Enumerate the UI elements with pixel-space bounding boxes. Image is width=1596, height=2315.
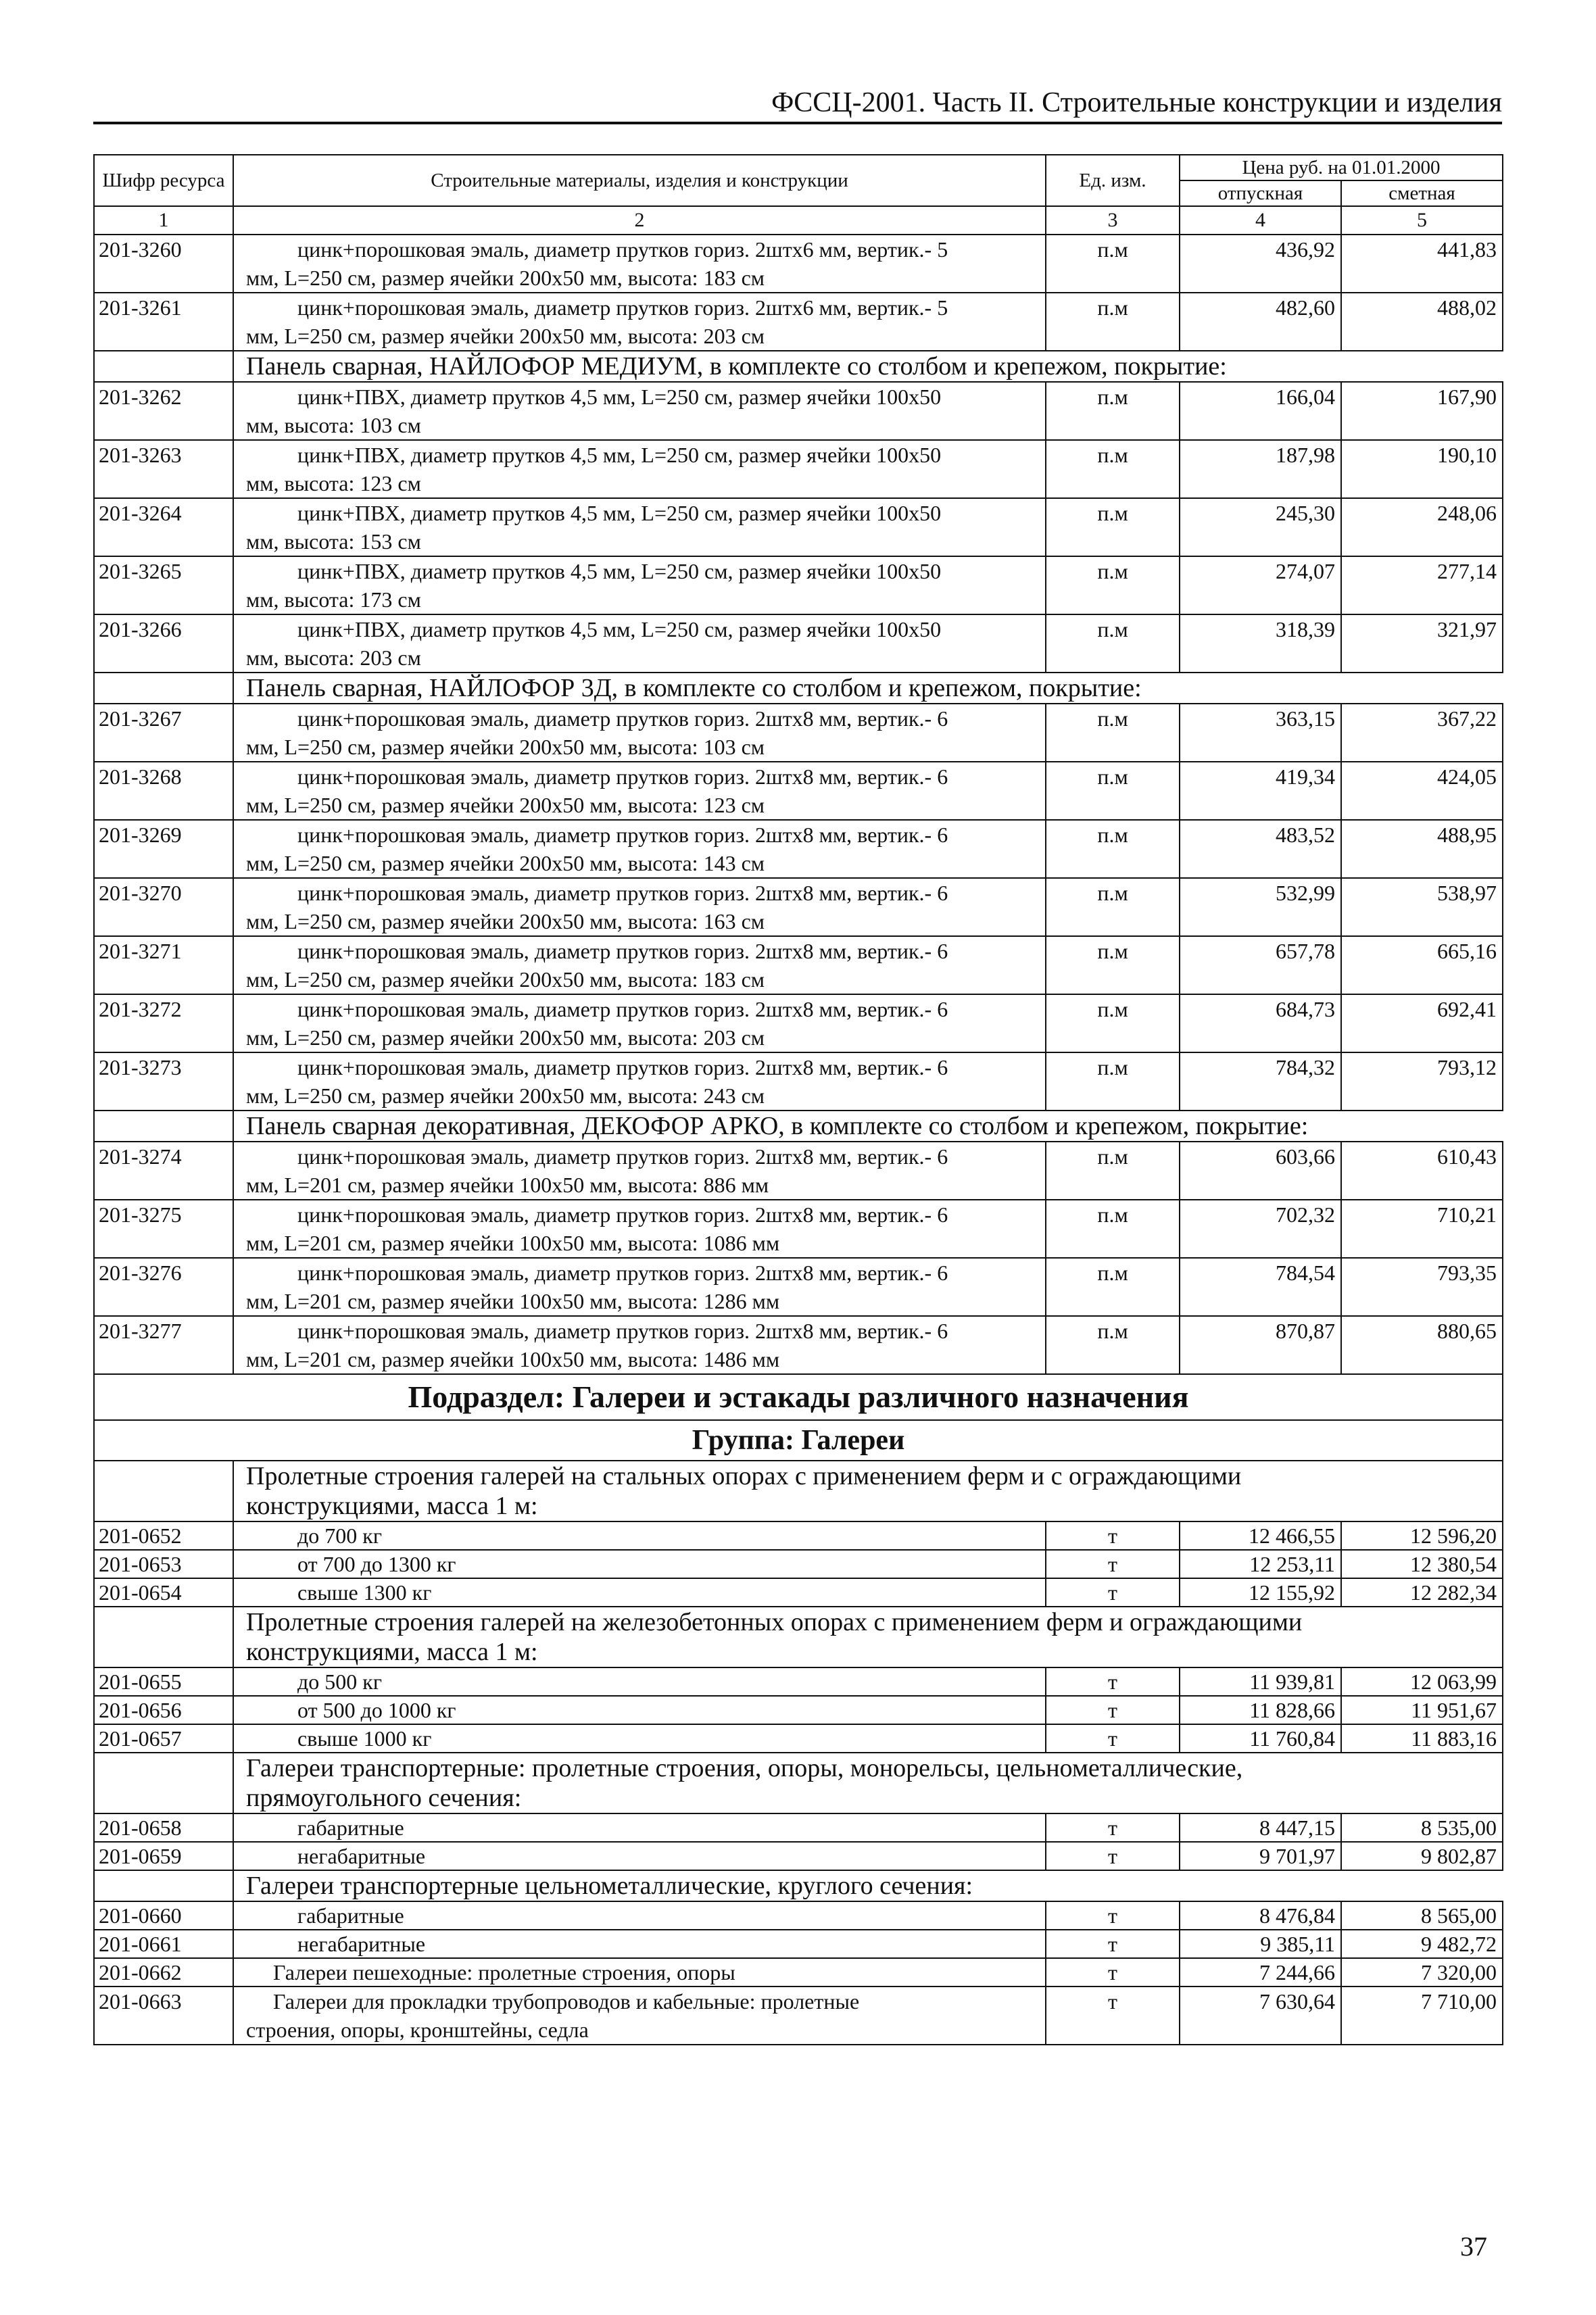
release-price: 8 476,84: [1180, 1901, 1341, 1930]
heading-code-cell: [94, 351, 233, 382]
item-description: [233, 820, 1046, 878]
table-row: [94, 1870, 1503, 1901]
heading-line-2: конструкциями, масса 1 м:: [246, 1638, 538, 1666]
table-row: [94, 1550, 1503, 1578]
table-row: [94, 614, 1503, 673]
estimate-price: 12 596,20: [1341, 1521, 1503, 1550]
unit-of-measure: т: [1046, 1724, 1180, 1753]
table-row: [94, 1420, 1503, 1461]
release-price: 7 244,66: [1180, 1958, 1341, 1987]
resource-code: 201-3271: [94, 936, 233, 994]
item-description: [233, 762, 1046, 820]
release-price: 483,52: [1180, 820, 1341, 878]
price-table: [93, 154, 1503, 2045]
table-row: [94, 1111, 1503, 1142]
release-price: 702,32: [1180, 1200, 1341, 1258]
col-header-code: Шифр ресурса: [94, 155, 233, 206]
unit-of-measure: п.м: [1046, 614, 1180, 673]
description-line-1: цинк+порошковая эмаль, диаметр прутков гориз. 2штх8 мм, вертик.- 6: [297, 1319, 948, 1343]
release-price: 532,99: [1180, 878, 1341, 936]
table-row: [94, 556, 1503, 614]
item-description: [233, 1316, 1046, 1374]
resource-code: 201-3276: [94, 1258, 233, 1316]
table-row: [94, 762, 1503, 820]
table-row: [94, 1200, 1503, 1258]
resource-code: 201-3264: [94, 498, 233, 556]
description-line-2: мм, высота: 123 см: [246, 471, 421, 495]
estimate-price: 710,21: [1341, 1200, 1503, 1258]
table-body: [94, 235, 1503, 2045]
description-line-2: мм, L=250 см, размер ячейки 200х50 мм, высота: 183 см: [246, 967, 765, 992]
item-description: негабаритные: [233, 1842, 1046, 1870]
table-row: [94, 1724, 1503, 1753]
unit-of-measure: п.м: [1046, 498, 1180, 556]
resource-code: 201-0652: [94, 1521, 233, 1550]
col-number-3: 3: [1046, 206, 1180, 235]
description-line-1: цинк+порошковая эмаль, диаметр прутков гориз. 2штх8 мм, вертик.- 6: [297, 823, 948, 847]
table-row: [94, 1930, 1503, 1958]
subsection-title: Подраздел: Галереи и эстакады различного назначения: [94, 1374, 1503, 1420]
unit-of-measure: п.м: [1046, 1142, 1180, 1200]
release-price: 11 828,66: [1180, 1696, 1341, 1724]
estimate-price: 8 565,00: [1341, 1901, 1503, 1930]
unit-of-measure: т: [1046, 1930, 1180, 1958]
heading-code-cell: [94, 673, 233, 704]
item-description: от 500 до 1000 кг: [233, 1696, 1046, 1724]
unit-of-measure: т: [1046, 1813, 1180, 1842]
release-price: 363,15: [1180, 704, 1341, 762]
item-description: свыше 1300 кг: [233, 1578, 1046, 1607]
table-row: [94, 235, 1503, 293]
description-line-2: мм, L=201 см, размер ячейки 100х50 мм, высота: 1286 мм: [246, 1289, 780, 1313]
heading-line-2: конструкциями, масса 1 м:: [246, 1492, 538, 1520]
estimate-price: 9 802,87: [1341, 1842, 1503, 1870]
release-price: 9 701,97: [1180, 1842, 1341, 1870]
estimate-price: 424,05: [1341, 762, 1503, 820]
item-description: [233, 382, 1046, 440]
table-row: [94, 1374, 1503, 1420]
item-description: [233, 440, 1046, 498]
release-price: 870,87: [1180, 1316, 1341, 1374]
resource-code: 201-3263: [94, 440, 233, 498]
table-row: [94, 351, 1503, 382]
table-row: [94, 1901, 1503, 1930]
resource-code: 201-0662: [94, 1958, 233, 1987]
release-price: 436,92: [1180, 235, 1341, 293]
item-description: [233, 1142, 1046, 1200]
estimate-price: 488,02: [1341, 293, 1503, 351]
estimate-price: 8 535,00: [1341, 1813, 1503, 1842]
estimate-price: 9 482,72: [1341, 1930, 1503, 1958]
col-number-1: 1: [94, 206, 233, 235]
description-line-1: цинк+ПВХ, диаметр прутков 4,5 мм, L=250 см, размер ячейки 100х50: [297, 559, 942, 583]
estimate-price: 793,35: [1341, 1258, 1503, 1316]
unit-of-measure: п.м: [1046, 704, 1180, 762]
estimate-price: 610,43: [1341, 1142, 1503, 1200]
description-line-1: цинк+порошковая эмаль, диаметр прутков гориз. 2штх8 мм, вертик.- 6: [297, 881, 948, 905]
description-line-1: цинк+ПВХ, диаметр прутков 4,5 мм, L=250 см, размер ячейки 100х50: [297, 501, 942, 525]
unit-of-measure: п.м: [1046, 382, 1180, 440]
estimate-price: 11 883,16: [1341, 1724, 1503, 1753]
item-description: [233, 704, 1046, 762]
release-price: 318,39: [1180, 614, 1341, 673]
heading-code-cell: [94, 1461, 233, 1521]
item-description: [233, 235, 1046, 293]
description-line-2: мм, L=201 см, размер ячейки 100х50 мм, высота: 1486 мм: [246, 1347, 780, 1371]
release-price: 12 253,11: [1180, 1550, 1341, 1578]
table-row: [94, 498, 1503, 556]
table-row: [94, 1987, 1503, 2045]
item-description: до 700 кг: [233, 1521, 1046, 1550]
description-line-2: мм, L=250 см, размер ячейки 200х50 мм, высота: 203 см: [246, 324, 765, 348]
table-row: [94, 1052, 1503, 1111]
item-description: [233, 1987, 1046, 2045]
estimate-price: 12 063,99: [1341, 1667, 1503, 1696]
estimate-price: 488,95: [1341, 820, 1503, 878]
estimate-price: 248,06: [1341, 498, 1503, 556]
estimate-price: 538,97: [1341, 878, 1503, 936]
description-line-2: мм, L=250 см, размер ячейки 200х50 мм, высота: 203 см: [246, 1025, 765, 1050]
group-heading: [233, 1461, 1503, 1521]
description-line-2: мм, L=250 см, размер ячейки 200х50 мм, высота: 123 см: [246, 793, 765, 817]
table-row: [94, 1521, 1503, 1550]
estimate-price: 190,10: [1341, 440, 1503, 498]
group-title: Группа: Галереи: [94, 1420, 1503, 1461]
unit-of-measure: п.м: [1046, 878, 1180, 936]
description-line-2: мм, L=250 см, размер ячейки 200х50 мм, высота: 163 см: [246, 909, 765, 933]
estimate-price: 441,83: [1341, 235, 1503, 293]
resource-code: 201-0657: [94, 1724, 233, 1753]
description-line-2: мм, высота: 173 см: [246, 587, 421, 612]
description-line-1: цинк+порошковая эмаль, диаметр прутков гориз. 2штх6 мм, вертик.- 5: [297, 237, 948, 262]
table-row: [94, 1142, 1503, 1200]
release-price: 8 447,15: [1180, 1813, 1341, 1842]
unit-of-measure: п.м: [1046, 1258, 1180, 1316]
description-line-2: мм, L=201 см, размер ячейки 100х50 мм, высота: 1086 мм: [246, 1231, 780, 1255]
unit-of-measure: п.м: [1046, 1316, 1180, 1374]
item-description: Галереи пешеходные: пролетные строения, опоры: [233, 1958, 1046, 1987]
group-heading: Панель сварная декоративная, ДЕКОФОР АРКО, в комплекте со столбом и крепежом, покрытие:: [233, 1111, 1503, 1142]
resource-code: 201-3265: [94, 556, 233, 614]
description-line-1: цинк+порошковая эмаль, диаметр прутков гориз. 2штх8 мм, вертик.- 6: [297, 1144, 948, 1169]
item-description: [233, 614, 1046, 673]
resource-code: 201-0658: [94, 1813, 233, 1842]
item-description: [233, 1258, 1046, 1316]
description-line-2: мм, L=250 см, размер ячейки 200х50 мм, высота: 183 см: [246, 266, 765, 290]
item-description: [233, 878, 1046, 936]
heading-code-cell: [94, 1607, 233, 1667]
resource-code: 201-3266: [94, 614, 233, 673]
description-line-1: цинк+ПВХ, диаметр прутков 4,5 мм, L=250 см, размер ячейки 100х50: [297, 443, 942, 467]
description-line-2: мм, высота: 103 см: [246, 413, 421, 437]
estimate-price: 277,14: [1341, 556, 1503, 614]
unit-of-measure: п.м: [1046, 293, 1180, 351]
description-line-1: цинк+порошковая эмаль, диаметр прутков гориз. 2штх8 мм, вертик.- 6: [297, 706, 948, 731]
table-row: [94, 440, 1503, 498]
description-line-1: цинк+порошковая эмаль, диаметр прутков гориз. 2штх8 мм, вертик.- 6: [297, 939, 948, 963]
description-line-1: цинк+ПВХ, диаметр прутков 4,5 мм, L=250 см, размер ячейки 100х50: [297, 385, 942, 409]
release-price: 684,73: [1180, 994, 1341, 1052]
page-number: 37: [1460, 2231, 1487, 2262]
unit-of-measure: п.м: [1046, 936, 1180, 994]
resource-code: 201-3268: [94, 762, 233, 820]
table-row: [94, 1258, 1503, 1316]
table-row: [94, 994, 1503, 1052]
unit-of-measure: т: [1046, 1842, 1180, 1870]
release-price: 11 760,84: [1180, 1724, 1341, 1753]
table-row: [94, 1667, 1503, 1696]
description-line-2: мм, L=250 см, размер ячейки 200х50 мм, высота: 143 см: [246, 851, 765, 875]
estimate-price: 11 951,67: [1341, 1696, 1503, 1724]
resource-code: 201-3275: [94, 1200, 233, 1258]
table-row: [94, 1461, 1503, 1521]
description-line-1: цинк+порошковая эмаль, диаметр прутков гориз. 2штх8 мм, вертик.- 6: [297, 1055, 948, 1079]
table-row: [94, 1607, 1503, 1667]
estimate-price: 665,16: [1341, 936, 1503, 994]
heading-code-cell: [94, 1111, 233, 1142]
table-row: [94, 293, 1503, 351]
resource-code: 201-3273: [94, 1052, 233, 1111]
unit-of-measure: п.м: [1046, 235, 1180, 293]
table-row: [94, 1958, 1503, 1987]
col-header-unit: Ед. изм.: [1046, 155, 1180, 206]
heading-line-2: прямоугольного сечения:: [246, 1784, 522, 1812]
release-price: 245,30: [1180, 498, 1341, 556]
resource-code: 201-3260: [94, 235, 233, 293]
description-line-1: цинк+порошковая эмаль, диаметр прутков гориз. 2штх8 мм, вертик.- 6: [297, 1202, 948, 1227]
resource-code: 201-0656: [94, 1696, 233, 1724]
resource-code: 201-0653: [94, 1550, 233, 1578]
description-line-1: цинк+порошковая эмаль, диаметр прутков гориз. 2штх8 мм, вертик.- 6: [297, 764, 948, 789]
col-number-4: 4: [1180, 206, 1341, 235]
table-row: [94, 1578, 1503, 1607]
group-heading: [233, 1753, 1503, 1813]
resource-code: 201-0654: [94, 1578, 233, 1607]
unit-of-measure: т: [1046, 1901, 1180, 1930]
resource-code: 201-3270: [94, 878, 233, 936]
unit-of-measure: т: [1046, 1550, 1180, 1578]
resource-code: 201-3274: [94, 1142, 233, 1200]
estimate-price: 12 380,54: [1341, 1550, 1503, 1578]
item-description: от 700 до 1300 кг: [233, 1550, 1046, 1578]
group-heading: Панель сварная, НАЙЛОФОР МЕДИУМ, в комплекте со столбом и крепежом, покрытие:: [233, 351, 1503, 382]
heading-code-cell: [94, 1753, 233, 1813]
item-description: [233, 1200, 1046, 1258]
item-description: свыше 1000 кг: [233, 1724, 1046, 1753]
unit-of-measure: п.м: [1046, 762, 1180, 820]
item-description: негабаритные: [233, 1930, 1046, 1958]
table-row: [94, 820, 1503, 878]
unit-of-measure: п.м: [1046, 1200, 1180, 1258]
col-header-name: Строительные материалы, изделия и конструкции: [233, 155, 1046, 206]
unit-of-measure: т: [1046, 1667, 1180, 1696]
heading-line-1: Пролетные строения галерей на стальных опорах с применением ферм и с ограждающими: [246, 1462, 1242, 1490]
release-price: 11 939,81: [1180, 1667, 1341, 1696]
unit-of-measure: п.м: [1046, 556, 1180, 614]
col-number-5: 5: [1341, 206, 1503, 235]
estimate-price: 167,90: [1341, 382, 1503, 440]
table-row: [94, 673, 1503, 704]
item-description: [233, 936, 1046, 994]
table-row: [94, 1813, 1503, 1842]
col-header-price: Цена руб. на 01.01.2000: [1180, 155, 1503, 180]
unit-of-measure: т: [1046, 1987, 1180, 2045]
heading-line-1: Пролетные строения галерей на железобетонных опорах с применением ферм и ограждающими: [246, 1608, 1303, 1636]
resource-code: 201-3267: [94, 704, 233, 762]
release-price: 603,66: [1180, 1142, 1341, 1200]
heading-code-cell: [94, 1870, 233, 1901]
resource-code: 201-0663: [94, 1987, 233, 2045]
unit-of-measure: т: [1046, 1521, 1180, 1550]
estimate-price: 7 710,00: [1341, 1987, 1503, 2045]
table-row: [94, 382, 1503, 440]
group-heading: Галереи транспортерные цельнометаллические, круглого сечения:: [233, 1870, 1503, 1901]
resource-code: 201-3262: [94, 382, 233, 440]
description-line-1: Галереи для прокладки трубопроводов и кабельные: пролетные: [273, 1989, 860, 2014]
resource-code: 201-0655: [94, 1667, 233, 1696]
estimate-price: 367,22: [1341, 704, 1503, 762]
description-line-2: мм, L=201 см, размер ячейки 100х50 мм, высота: 886 мм: [246, 1173, 769, 1197]
col-header-estimate-price: сметная: [1341, 180, 1503, 206]
unit-of-measure: т: [1046, 1696, 1180, 1724]
item-description: [233, 293, 1046, 351]
item-description: [233, 498, 1046, 556]
resource-code: 201-3261: [94, 293, 233, 351]
release-price: 657,78: [1180, 936, 1341, 994]
group-heading: [233, 1607, 1503, 1667]
unit-of-measure: п.м: [1046, 1052, 1180, 1111]
estimate-price: 793,12: [1341, 1052, 1503, 1111]
description-line-2: строения, опоры, кронштейны, седла: [246, 2018, 589, 2042]
resource-code: 201-0660: [94, 1901, 233, 1930]
item-description: до 500 кг: [233, 1667, 1046, 1696]
release-price: 12 155,92: [1180, 1578, 1341, 1607]
group-heading: Панель сварная, НАЙЛОФОР 3Д, в комплекте со столбом и крепежом, покрытие:: [233, 673, 1503, 704]
estimate-price: 321,97: [1341, 614, 1503, 673]
table-row: [94, 1696, 1503, 1724]
table-row: [94, 704, 1503, 762]
resource-code: 201-3272: [94, 994, 233, 1052]
unit-of-measure: т: [1046, 1958, 1180, 1987]
item-description: габаритные: [233, 1901, 1046, 1930]
description-line-2: мм, высота: 203 см: [246, 645, 421, 670]
estimate-price: 12 282,34: [1341, 1578, 1503, 1607]
header-rule: [93, 122, 1502, 124]
page-header-title: ФССЦ-2001. Часть II. Строительные конструкции и изделия: [771, 87, 1502, 118]
table-row: [94, 1316, 1503, 1374]
description-line-1: цинк+порошковая эмаль, диаметр прутков гориз. 2штх8 мм, вертик.- 6: [297, 997, 948, 1021]
description-line-1: цинк+порошковая эмаль, диаметр прутков гориз. 2штх8 мм, вертик.- 6: [297, 1261, 948, 1285]
resource-code: 201-3277: [94, 1316, 233, 1374]
release-price: 419,34: [1180, 762, 1341, 820]
unit-of-measure: п.м: [1046, 820, 1180, 878]
description-line-2: мм, L=250 см, размер ячейки 200х50 мм, высота: 243 см: [246, 1083, 765, 1108]
description-line-2: мм, L=250 см, размер ячейки 200х50 мм, высота: 103 см: [246, 735, 765, 759]
heading-line-1: Галереи транспортерные: пролетные строения, опоры, монорельсы, цельнометаллические,: [246, 1754, 1243, 1782]
description-line-1: цинк+ПВХ, диаметр прутков 4,5 мм, L=250 см, размер ячейки 100х50: [297, 617, 942, 641]
unit-of-measure: п.м: [1046, 440, 1180, 498]
table-row: [94, 936, 1503, 994]
table-row: [94, 1842, 1503, 1870]
estimate-price: 692,41: [1341, 994, 1503, 1052]
description-line-2: мм, высота: 153 см: [246, 529, 421, 554]
item-description: [233, 556, 1046, 614]
release-price: 187,98: [1180, 440, 1341, 498]
estimate-price: 7 320,00: [1341, 1958, 1503, 1987]
col-header-release-price: отпускная: [1180, 180, 1341, 206]
item-description: [233, 994, 1046, 1052]
col-number-2: 2: [233, 206, 1046, 235]
release-price: 274,07: [1180, 556, 1341, 614]
release-price: 166,04: [1180, 382, 1341, 440]
release-price: 784,54: [1180, 1258, 1341, 1316]
release-price: 482,60: [1180, 293, 1341, 351]
table-row: [94, 878, 1503, 936]
unit-of-measure: п.м: [1046, 994, 1180, 1052]
item-description: [233, 1052, 1046, 1111]
resource-code: 201-0661: [94, 1930, 233, 1958]
unit-of-measure: т: [1046, 1578, 1180, 1607]
estimate-price: 880,65: [1341, 1316, 1503, 1374]
release-price: 9 385,11: [1180, 1930, 1341, 1958]
resource-code: 201-3269: [94, 820, 233, 878]
resource-code: 201-0659: [94, 1842, 233, 1870]
description-line-1: цинк+порошковая эмаль, диаметр прутков гориз. 2штх6 мм, вертик.- 5: [297, 295, 948, 320]
release-price: 7 630,64: [1180, 1987, 1341, 2045]
item-description: габаритные: [233, 1813, 1046, 1842]
table-row: [94, 1753, 1503, 1813]
release-price: 12 466,55: [1180, 1521, 1341, 1550]
release-price: 784,32: [1180, 1052, 1341, 1111]
